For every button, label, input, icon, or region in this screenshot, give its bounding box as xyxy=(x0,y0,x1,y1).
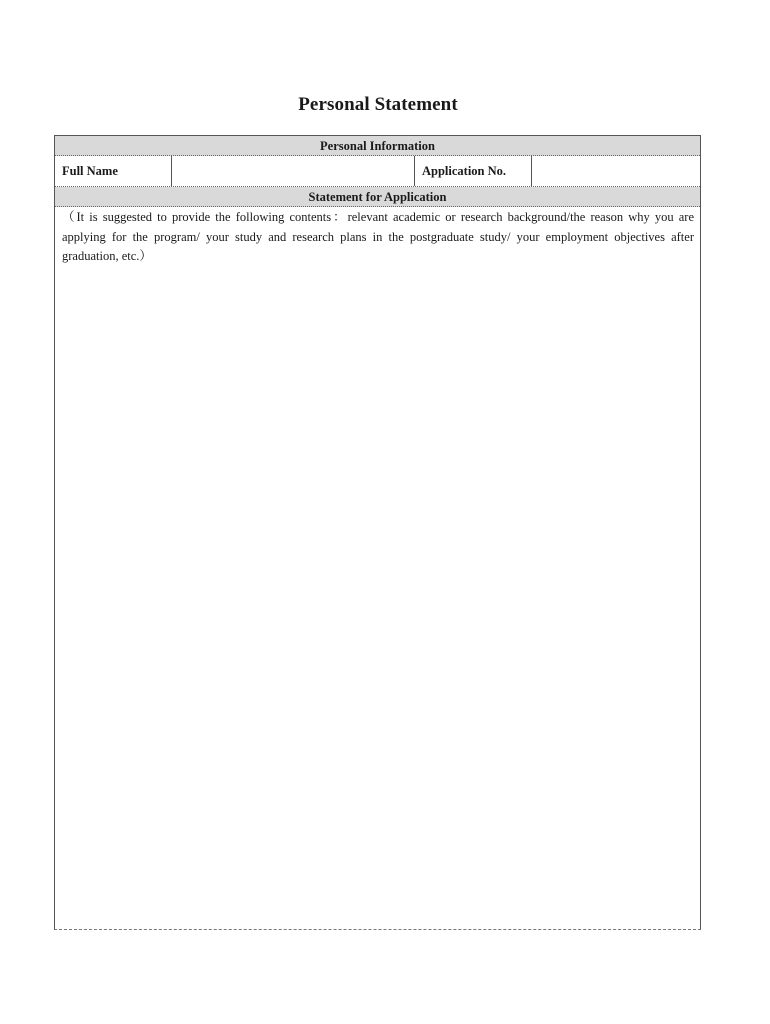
statement-for-application-header: Statement for Application xyxy=(55,187,700,207)
statement-text-area[interactable] xyxy=(62,208,694,267)
statement-instructions: （It is suggested to provide the following contents：relevant academic or research background/the reason why you are applying for the program/ your study and research plans in the postgraduate study/ your employment objectives after graduation, etc.） xyxy=(62,210,694,263)
application-form-table xyxy=(54,135,701,930)
document-title: Personal Statement xyxy=(298,94,458,115)
full-name-label: Full Name xyxy=(55,156,172,186)
personal-info-row xyxy=(55,156,700,187)
full-name-field[interactable] xyxy=(172,156,415,186)
application-number-field[interactable] xyxy=(532,156,700,186)
personal-information-header: Personal Information xyxy=(55,136,700,156)
application-number-label: Application No. xyxy=(415,156,532,186)
